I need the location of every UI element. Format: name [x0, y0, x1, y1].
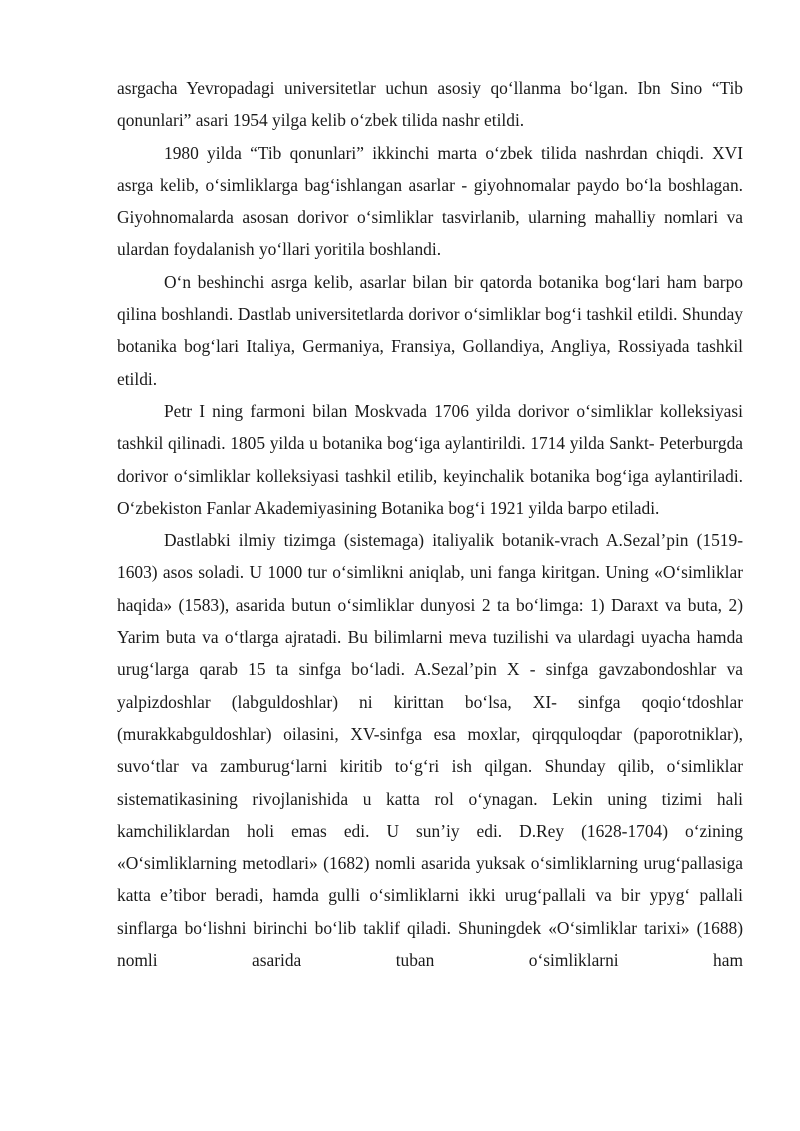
paragraph-petr-i: Petr I ning farmoni bilan Moskvada 1706 yilda dorivor o‘simliklar kolleksiyasi tashkil qilinadi. 1805 yilda u botanika bog‘iga aylantirildi. 1714 yilda Sankt- Peterburgda dorivor o‘simliklar kolleksiyasi tashkil etilib, keyinchalik botanika bog‘iga aylantiriladi. O‘zbekiston Fanlar Akademiyasining Botanika bog‘i 1921 yilda barpo etiladi. [117, 400, 743, 518]
paragraph-tib-qonunlari: 1980 yilda “Tib qonunlari” ikkinchi marta o‘zbek tilida nashrdan chiqdi. XVI asrga kelib, o‘simliklarga bag‘ishlangan asarlar - giyohnomalar paydo bo‘la boshlagan. Giyohnomalarda asosan dorivor o‘simliklar tasvirlanib, ularning mahalliy nomlari va ulardan foydalanish yo‘llari yoritila boshlandi. [117, 142, 743, 260]
paragraph-continuation: asrgacha Yevropadagi universitetlar uchun asosiy qo‘llanma bo‘lgan. Ibn Sino “Tib qonunlari” asari 1954 yilga kelib o‘zbek tilida nashr etildi. [117, 78, 743, 131]
paragraph-sezalpin: Dastlabki ilmiy tizimga (sistemaga) italiyalik botanik-vrach A.Sezal’pin (1519-1603) asos soladi. U 1000 tur o‘simlikni aniqlab, uni fanga kiritgan. Uning «O‘simliklar haqida» (1583), asarida butun o‘simliklar dunyosi 2 ta bo‘limga: 1) Daraxt va buta, 2) Yarim buta va o‘tlarga ajratadi. Bu bilimlarni meva tuzilishi va ulardagi uyacha hamda urug‘larga qarab 15 ta sinfga bo‘ladi. A.Sezal’pin X - sinfga gavzabondoshlar va yalpizdoshlar (labguldoshlar) ni kirittan bo‘lsa, XI- sinfga qoqio‘tdoshlar (murakkabguldoshlar) oilasini, XV-sinfga esa moxlar, qirqquloqdar (paporotniklar), suvo‘tlar va zamburug‘larni kiritib to‘g‘ri ish qilgan. Shunday qilib, o‘simliklar sistematikasining rivojlanishida u katta rol o‘ynagan. Lekin uning tizimi hali kamchiliklardan holi emas edi. U sun’iy edi. D.Rey (1628-1704) o‘zining «O‘simliklarning metodlari» (1682) nomli asarida yuksak o‘simliklarning urug‘pallasiga katta e’tibor beradi, hamda gulli o‘simliklarni ikki urug‘pallali va bir ypyg‘ pallali sinflarga bo‘lishni birinchi bo‘lib taklif qiladi. Shuningdek «O‘simliklar tarixi» (1688) nomli asarida tuban o‘simliklarni ham [117, 530, 743, 971]
paragraph-botanical-gardens: O‘n beshinchi asrga kelib, asarlar bilan bir qatorda botanika bog‘lari ham barpo qilina boshlandi. Dastlab universitetlarda dorivor o‘simliklar bog‘i tashkil etildi. Shunday botanika bog‘lari Italiya, Germaniya, Fransiya, Gollandiya, Angliya, Rossiyada tashkil etildi. [117, 271, 743, 389]
document-page [117, 72, 743, 976]
